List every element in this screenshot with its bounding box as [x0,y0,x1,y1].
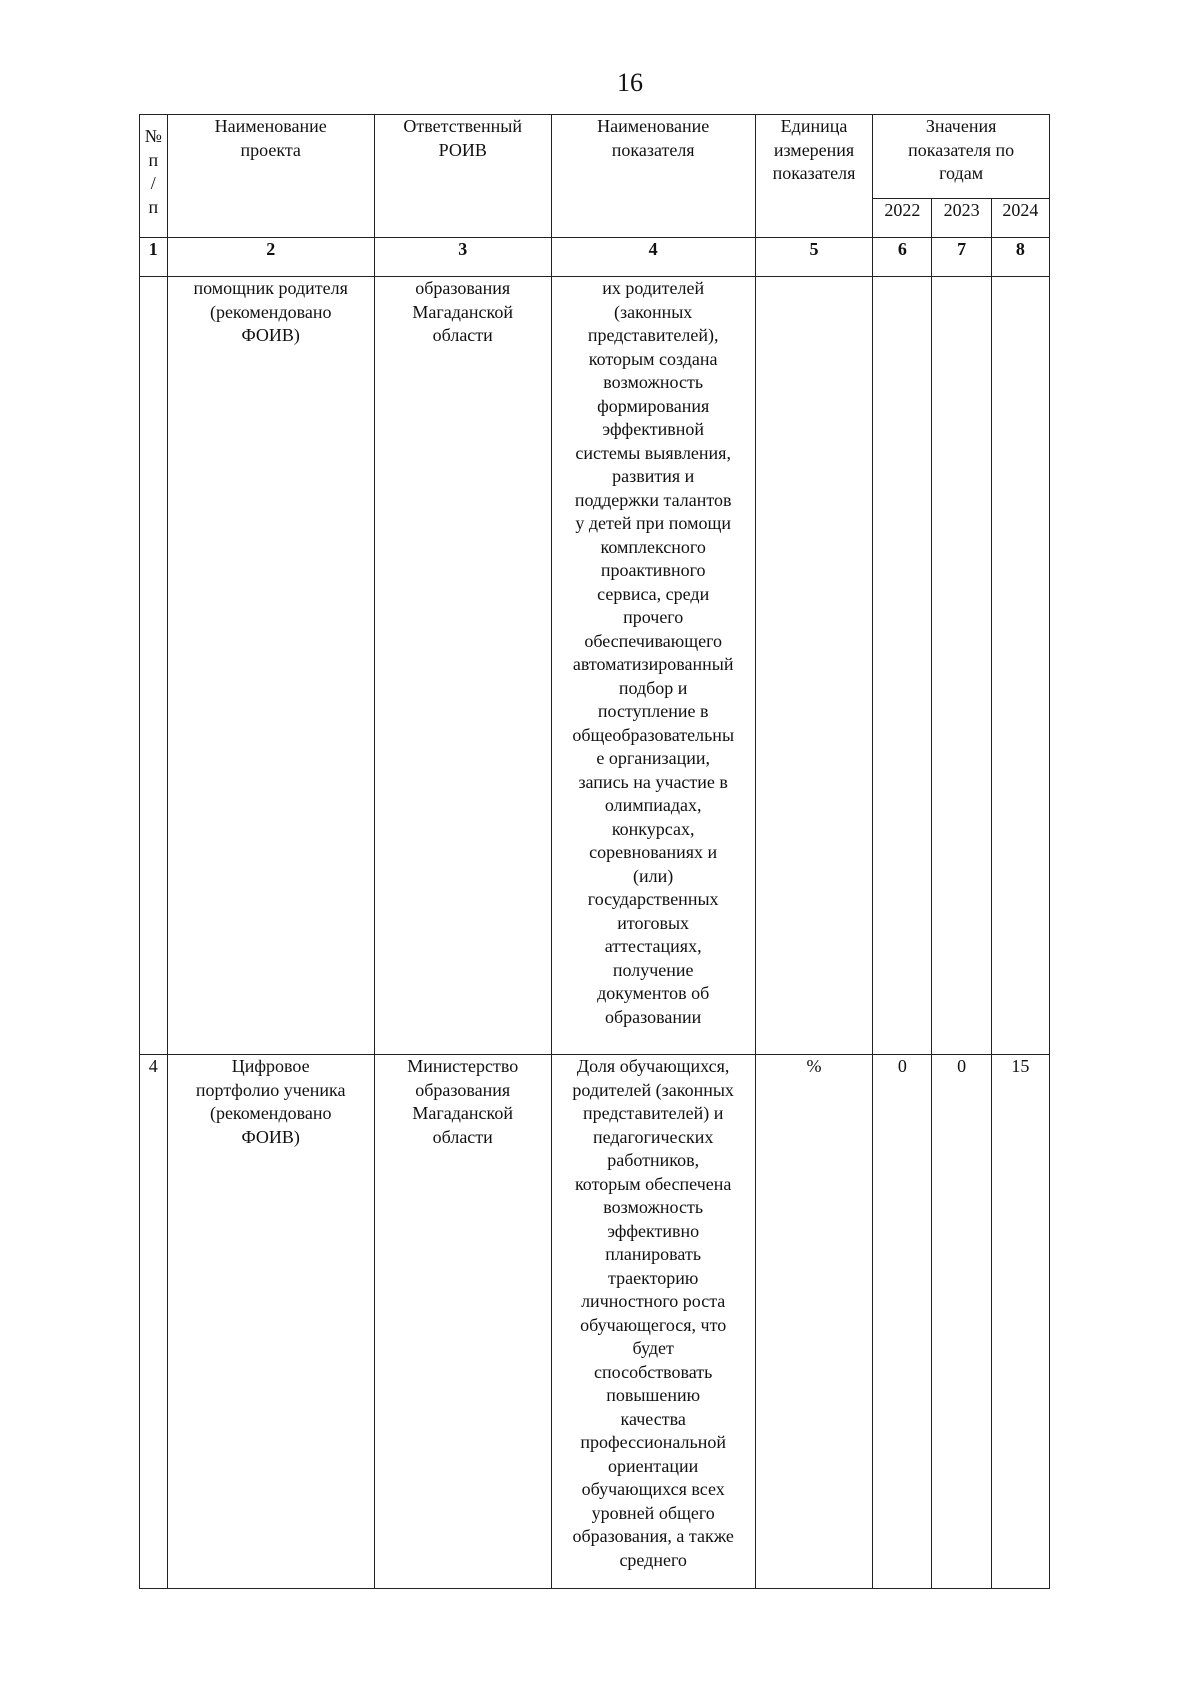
year-2022: 2022 [873,199,932,238]
column-number-3: 3 [374,238,551,277]
header-project-text: Наименование проекта [214,116,327,160]
header-project [167,115,374,238]
project-name [167,277,374,1055]
year-2023: 2023 [932,199,991,238]
table-row [140,1055,1050,1589]
column-number-6: 6 [873,238,932,277]
header-roiv-text: Ответственный РОИВ [403,116,522,160]
project-name-text: помощник родителя (рекомендовано ФОИВ) [193,278,348,345]
header-unit [755,115,872,238]
indicator-name-text: их родителей (законных представителей), которым создана возможность формирования эффективной системы выявления, развития и поддержки талантов у детей при помощи комплексного проактивного сервиса, среди прочего обеспечивающего автоматизированный подбор и поступление в общеобразовательны е организации, запись на участие в олимпиадах, конкурсах, соревнованиях и (или) государственных итоговых аттестациях, получение документов об образовании [572,278,735,1027]
unit [755,277,872,1055]
responsible-roiv-text: Министерство образования Магаданской области [407,1056,519,1147]
indicator-name [551,277,755,1055]
column-number-8: 8 [991,238,1049,277]
indicators-table [139,114,1050,1589]
header-indicator-text: Наименование показателя [597,116,710,160]
value-2022: 0 [873,1055,932,1589]
indicator-name-text: Доля обучающихся, родителей (законных представителей) и педагогических работников, которым обеспечена возможность эффективно планировать траекторию личностного роста обучающегося, что будет способствовать повышению качества профессиональной ориентации обучающихся всех уровней общего образования, а также среднего [572,1056,734,1570]
header-number [140,115,168,238]
column-number-1: 1 [140,238,168,277]
header-indicator [551,115,755,238]
value-2023 [932,277,991,1055]
responsible-roiv-text: образования Магаданской области [412,278,514,345]
column-number-4: 4 [551,238,755,277]
responsible-roiv [374,1055,551,1589]
header-row [140,115,1050,199]
value-2024 [991,277,1049,1055]
value-2022 [873,277,932,1055]
header-values-text: Значения показателя по годам [908,116,1015,183]
column-number-7: 7 [932,238,991,277]
header-number-text: № п / п [144,126,162,217]
column-numbers-row [140,238,1050,277]
row-number [140,277,168,1055]
indicator-name [551,1055,755,1589]
column-number-5: 5 [755,238,872,277]
table-row [140,277,1050,1055]
project-name [167,1055,374,1589]
year-2024: 2024 [991,199,1049,238]
unit: % [755,1055,872,1589]
header-unit-text: Единица измерения показателя [772,116,856,183]
value-2023: 0 [932,1055,991,1589]
page-number: 16 [617,68,643,97]
responsible-roiv [374,277,551,1055]
project-name-text: Цифровое портфолио ученика (рекомендовано ФОИВ) [195,1056,346,1147]
header-values [873,115,1050,199]
value-2024: 15 [991,1055,1049,1589]
header-roiv [374,115,551,238]
row-number: 4 [140,1055,168,1589]
column-number-2: 2 [167,238,374,277]
